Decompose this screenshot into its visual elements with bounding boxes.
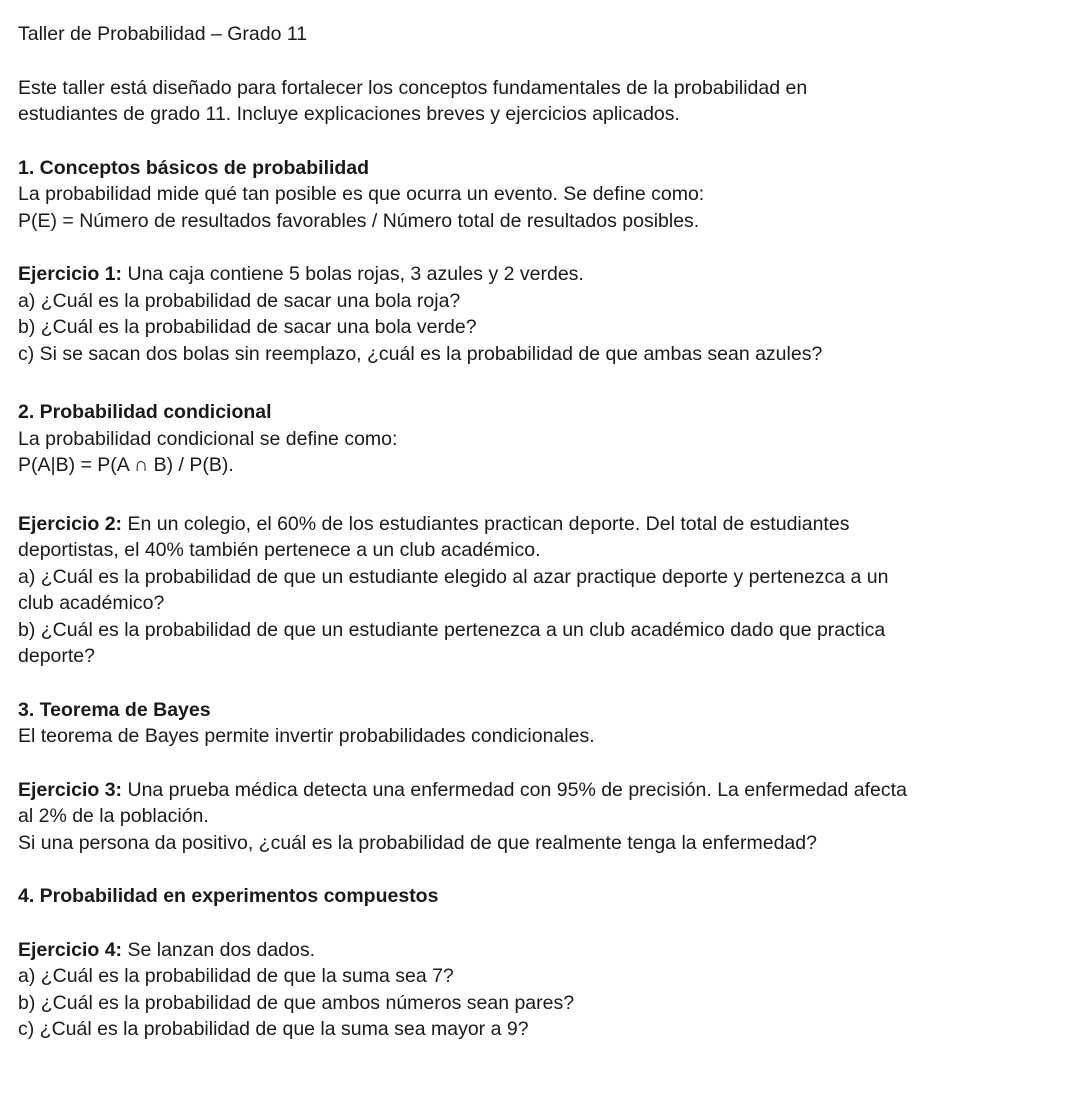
intro-line: estudiantes de grado 11. Incluye explicaciones breves y ejercicios aplicados. — [18, 103, 680, 125]
section-heading: 4. Probabilidad en experimentos compuestos — [18, 885, 439, 907]
exercise-label: Ejercicio 4: — [18, 938, 123, 961]
section-text: La probabilidad mide qué tan posible es que ocurra un evento. Se define como: — [18, 183, 705, 205]
section-experimentos-compuestos — [18, 883, 1080, 1043]
section-conceptos-basicos — [18, 155, 1080, 368]
exercise-item: a) ¿Cuál es la probabilidad de que un estudiante elegido al azar practique deporte y pertenezca a un — [18, 565, 889, 588]
exercise-label: Ejercicio 3: — [18, 778, 123, 801]
exercise-item: deporte? — [18, 645, 95, 667]
exercise-item: c) ¿Cuál es la probabilidad de que la suma sea mayor a 9? — [18, 1018, 529, 1040]
exercise-text: En un colegio, el 60% de los estudiantes practican deporte. Del total de estudiantes — [122, 512, 850, 535]
section-teorema-bayes — [18, 697, 1080, 857]
exercise-item: c) Si se sacan dos bolas sin reemplazo, ¿cuál es la probabilidad de que ambas sean azules? — [18, 342, 823, 365]
formula: P(A|B) = P(A ∩ B) / P(B). — [18, 454, 234, 476]
exercise-item: club académico? — [18, 592, 165, 614]
exercise-item: Si una persona da positivo, ¿cuál es la probabilidad de que realmente tenga la enfermedad? — [18, 831, 817, 854]
exercise-statement — [18, 261, 1080, 288]
exercise-item: deportistas, el 40% también pertenece a un club académico. — [18, 539, 541, 561]
exercise-statement — [18, 937, 1080, 964]
section-heading: 1. Conceptos básicos de probabilidad — [18, 156, 370, 179]
section-text: La probabilidad condicional se define como: — [18, 427, 398, 450]
exercise-item: a) ¿Cuál es la probabilidad de sacar una bola roja? — [18, 289, 461, 312]
formula: P(E) = Número de resultados favorables / Número total de resultados posibles. — [18, 209, 700, 232]
document-title: Taller de Probabilidad – Grado 11 — [18, 23, 308, 45]
exercise-label: Ejercicio 2: — [18, 512, 123, 535]
exercise-text: Una prueba médica detecta una enfermedad con 95% de precisión. La enfermedad afecta — [122, 778, 907, 801]
exercise-item: b) ¿Cuál es la probabilidad de que ambos números sean pares? — [18, 991, 575, 1014]
exercise-item: b) ¿Cuál es la probabilidad de sacar una bola verde? — [18, 316, 477, 338]
exercise-statement — [18, 511, 1080, 538]
exercise-text: Una caja contiene 5 bolas rojas, 3 azules y 2 verdes. — [122, 263, 584, 285]
exercise-label: Ejercicio 1: — [18, 263, 123, 285]
exercise-statement — [18, 777, 1080, 804]
section-heading: 2. Probabilidad condicional — [18, 401, 272, 423]
intro-line: Este taller está diseñado para fortalecer los conceptos fundamentales de la probabilidad en — [18, 76, 808, 99]
section-heading: 3. Teorema de Bayes — [18, 698, 211, 721]
exercise-item: b) ¿Cuál es la probabilidad de que un estudiante pertenezca a un club académico dado que practica — [18, 618, 886, 641]
exercise-text: Se lanzan dos dados. — [122, 938, 316, 961]
section-text: El teorema de Bayes permite invertir probabilidades condicionales. — [18, 725, 595, 747]
exercise-item: al 2% de la población. — [18, 805, 209, 827]
exercise-item: a) ¿Cuál es la probabilidad de que la suma sea 7? — [18, 965, 454, 987]
section-probabilidad-condicional — [18, 399, 1080, 670]
